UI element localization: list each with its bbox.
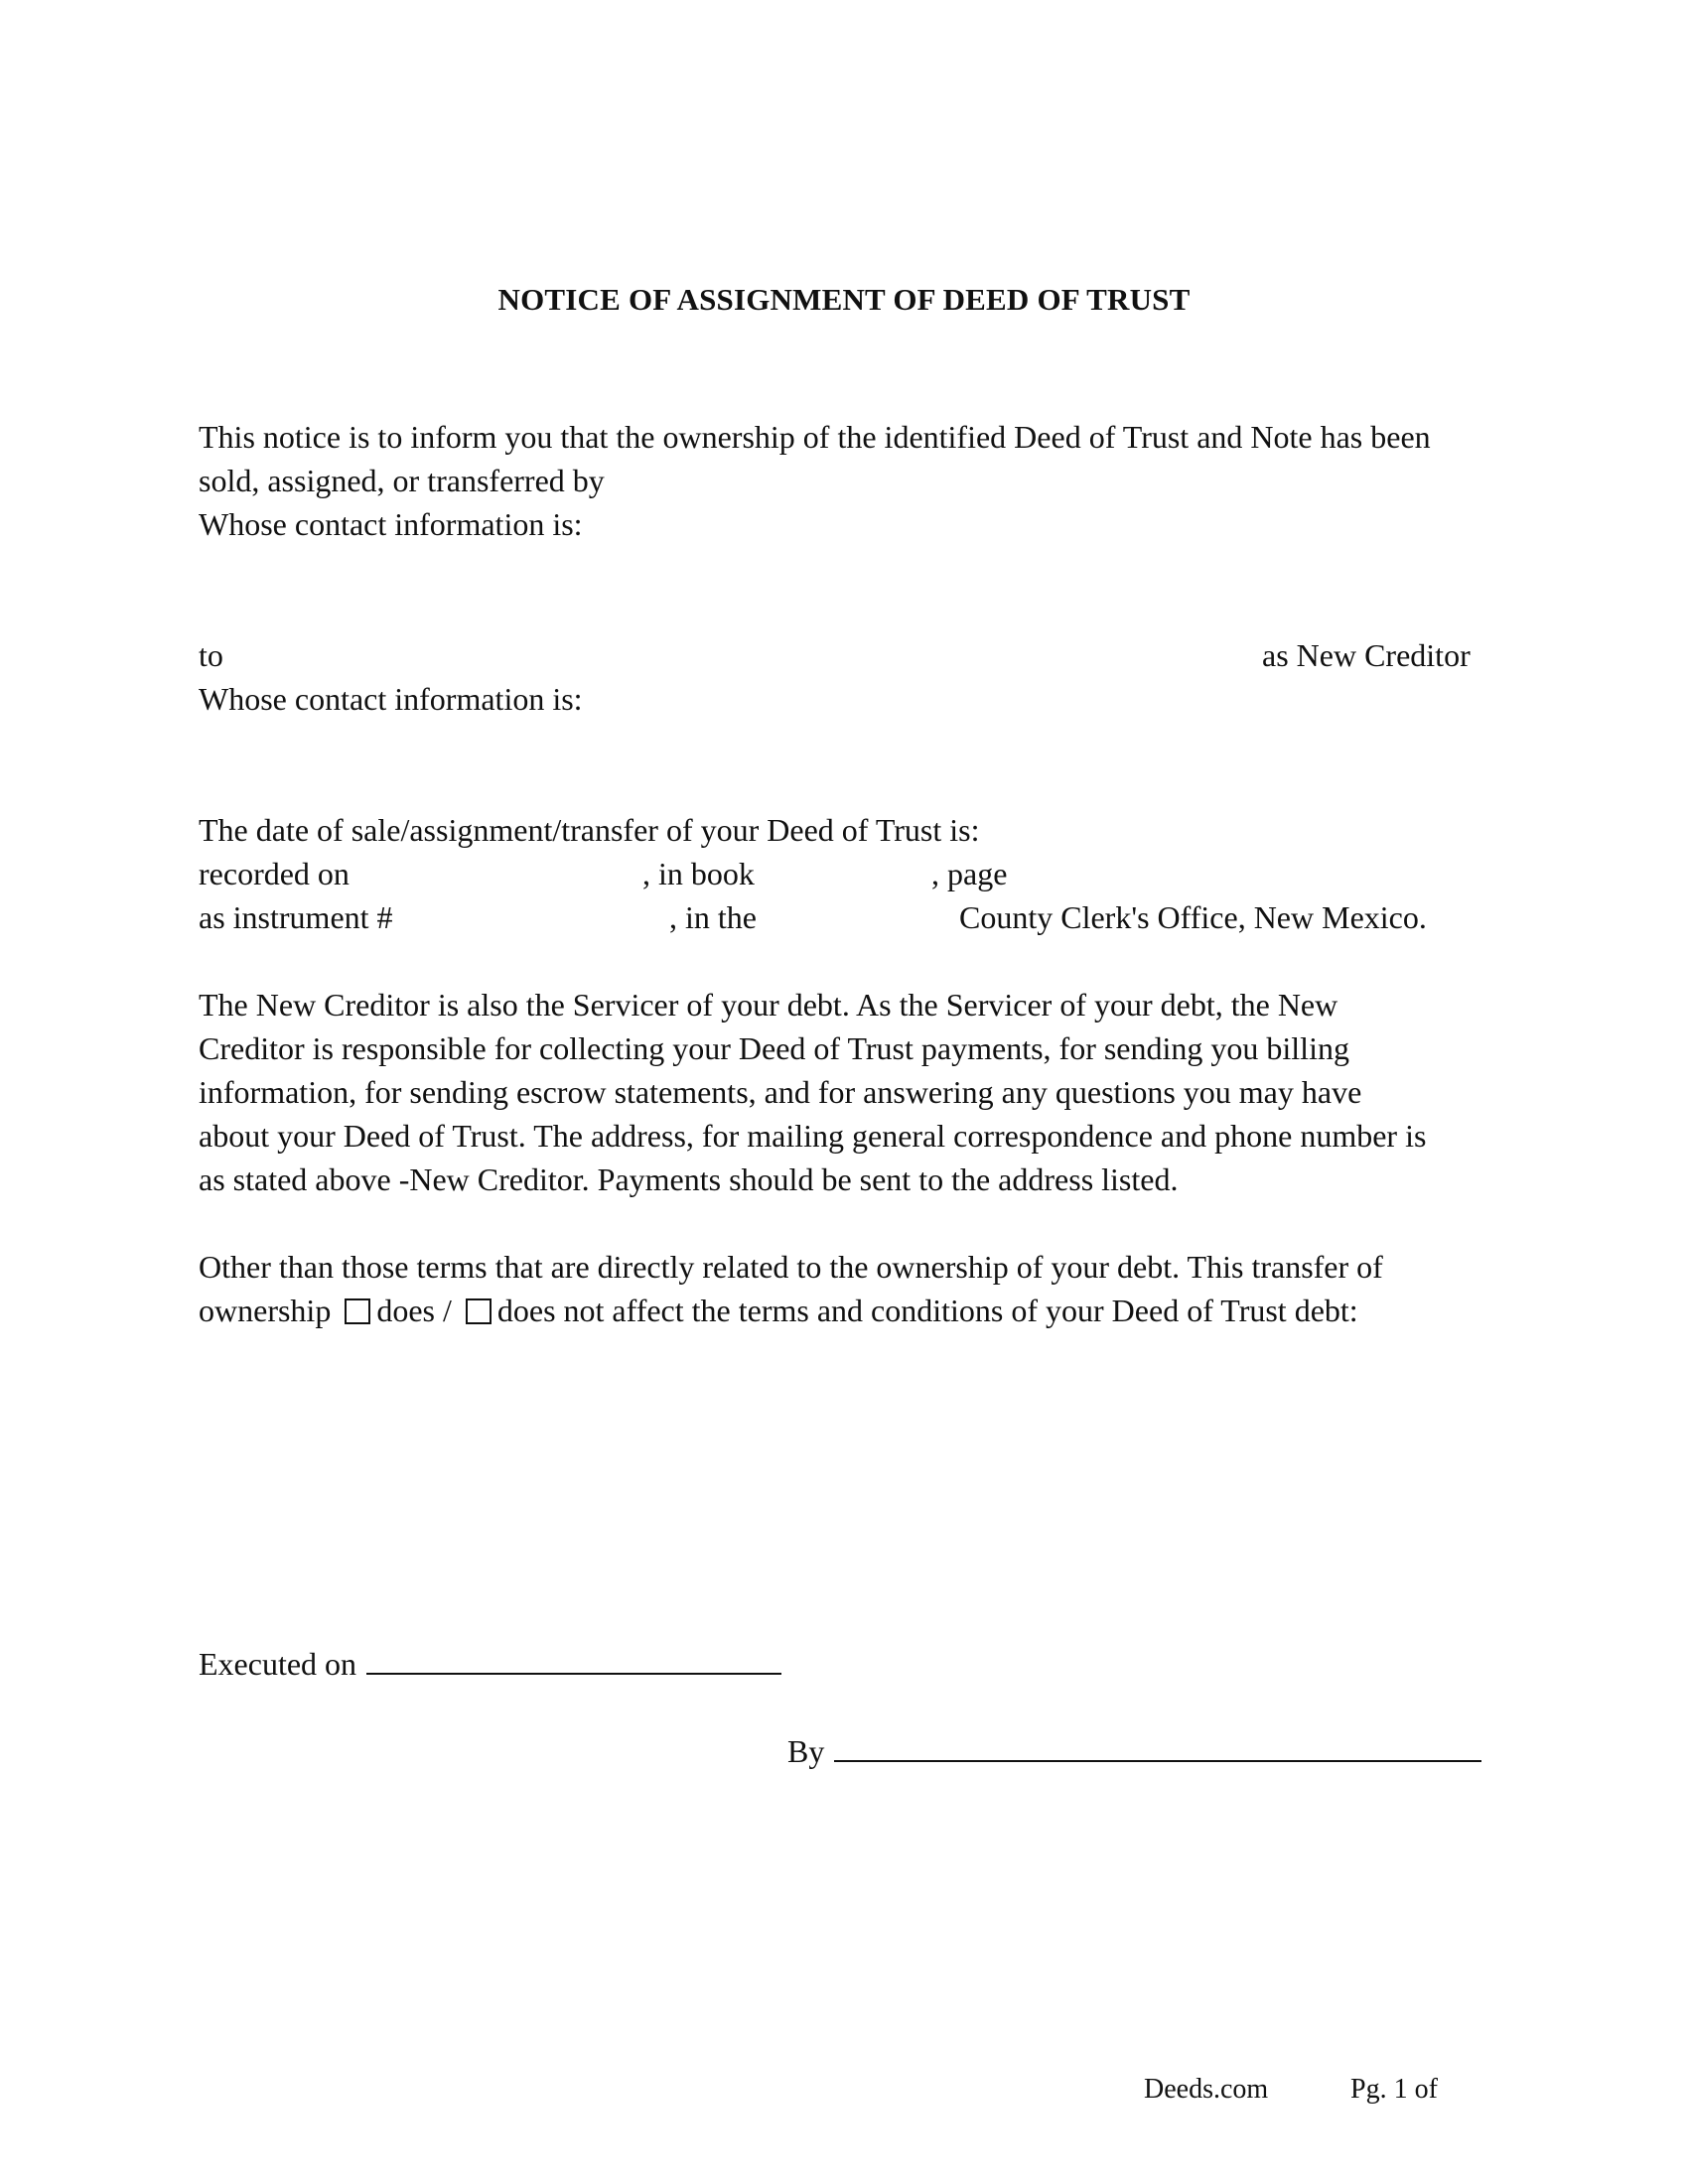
- servicer-paragraph: [199, 983, 1489, 1201]
- new-creditor-label: as New Creditor: [1262, 637, 1471, 673]
- in-the-label: , in the: [669, 899, 757, 935]
- executed-on-label: Executed on: [199, 1646, 357, 1682]
- executed-on-row: [199, 1642, 781, 1686]
- document-title: NOTICE OF ASSIGNMENT OF DEED OF TRUST: [497, 282, 1191, 317]
- does-text: does /: [376, 1293, 452, 1328]
- contact-info-label-2: Whose contact information is:: [199, 681, 583, 717]
- signature-line[interactable]: [834, 1730, 1481, 1762]
- intro-line-1: This notice is to inform you that the ownership of the identified Deed of Trust and Note has been: [199, 419, 1431, 455]
- servicer-line: information, for sending escrow statements, and for answering any questions you may have: [199, 1074, 1362, 1110]
- ownership-text: ownership: [199, 1293, 332, 1328]
- transfer-date-label: The date of sale/assignment/transfer of your Deed of Trust is:: [199, 812, 980, 848]
- does-not-text: does not affect the terms and conditions of your Deed of Trust debt:: [496, 1293, 1358, 1328]
- in-book-label: , in book: [642, 856, 755, 891]
- county-clerk-label: County Clerk's Office, New Mexico.: [959, 899, 1427, 935]
- servicer-line: about your Deed of Trust. The address, for mailing general correspondence and phone number is: [199, 1118, 1427, 1154]
- terms-line-2: [199, 1289, 1358, 1332]
- does-checkbox[interactable]: [345, 1298, 370, 1324]
- executed-on-date-line[interactable]: [366, 1643, 781, 1675]
- signature-row: [787, 1729, 1481, 1773]
- footer-page-number: Pg. 1 of: [1350, 2074, 1438, 2105]
- page-label: , page: [931, 856, 1008, 891]
- intro-line-2: sold, assigned, or transferred by: [199, 463, 605, 498]
- instrument-label: as instrument #: [199, 899, 393, 935]
- footer-site: Deeds.com: [1144, 2074, 1269, 2105]
- does-not-checkbox[interactable]: [466, 1298, 492, 1324]
- servicer-line: as stated above -New Creditor. Payments should be sent to the address listed.: [199, 1161, 1179, 1197]
- by-label: By: [787, 1733, 825, 1769]
- to-label: to: [199, 637, 223, 673]
- servicer-line: Creditor is responsible for collecting your Deed of Trust payments, for sending you billing: [199, 1030, 1349, 1066]
- terms-line-1: Other than those terms that are directly related to the ownership of your debt. This transfer of: [199, 1249, 1383, 1285]
- servicer-line: The New Creditor is also the Servicer of your debt. As the Servicer of your debt, the New: [199, 987, 1338, 1023]
- recorded-on-label: recorded on: [199, 856, 350, 891]
- contact-info-label-1: Whose contact information is:: [199, 506, 583, 542]
